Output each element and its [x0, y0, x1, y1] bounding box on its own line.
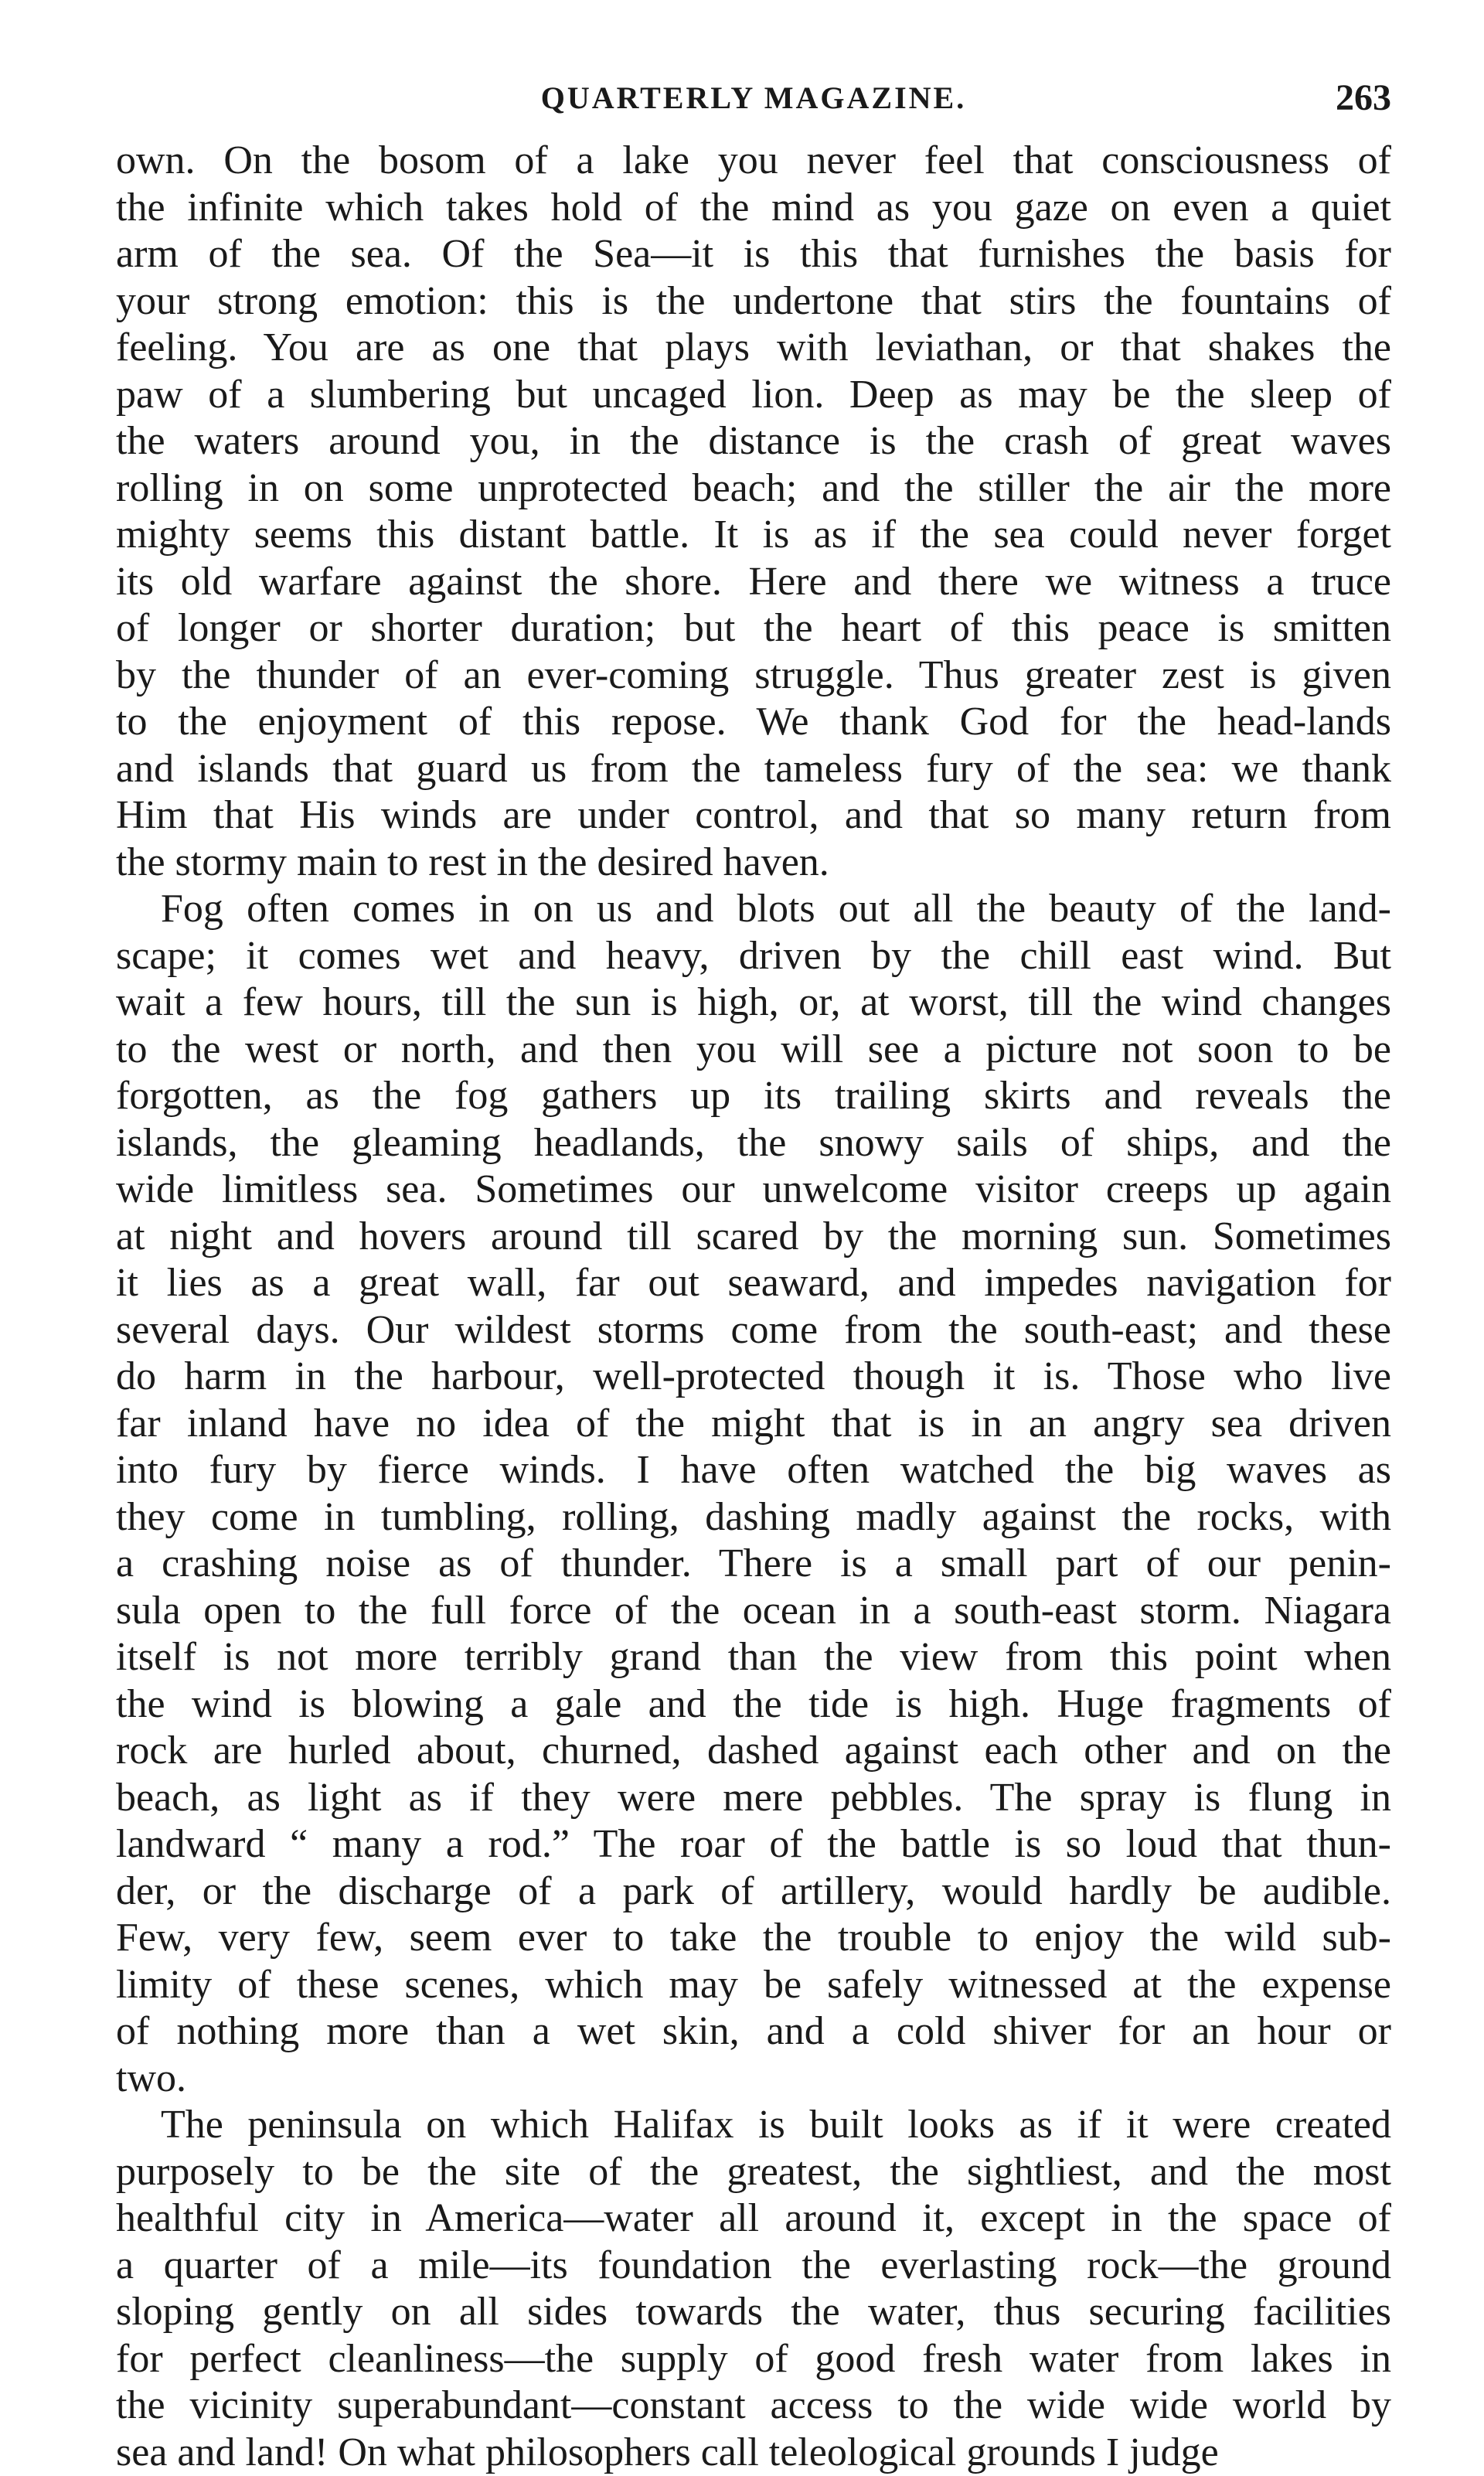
text-line: wide limitless sea. Sometimes our unwelcome visitor creeps up again — [116, 1166, 1391, 1214]
text-line: the stormy main to rest in the desired haven. — [116, 840, 1391, 887]
text-line: its old warfare against the shore. Here and there we witness a truce — [116, 559, 1391, 606]
text-line: Him that His winds are under control, and that so many return from — [116, 792, 1391, 840]
text-line: rock are hurled about, churned, dashed against each other and on the — [116, 1728, 1391, 1775]
text-line: mighty seems this distant battle. It is as if the sea could never forget — [116, 512, 1391, 559]
text-line: a crashing noise as of thunder. There is a small part of our penin- — [116, 1541, 1391, 1588]
page-header — [116, 71, 1391, 125]
text-line: wait a few hours, till the sun is high, or, at worst, till the wind changes — [116, 979, 1391, 1027]
text-line: they come in tumbling, rolling, dashing madly against the rocks, with — [116, 1494, 1391, 1541]
text-line: feeling. You are as one that plays with leviathan, or that shakes the — [116, 325, 1391, 372]
text-line: landward “ many a rod.” The roar of the battle is so loud that thun- — [116, 1821, 1391, 1868]
text-line: at night and hovers around till scared by the morning sun. Sometimes — [116, 1214, 1391, 1261]
paragraph — [116, 2102, 1391, 2476]
page-number: 263 — [1336, 71, 1391, 125]
paragraph — [116, 138, 1391, 886]
text-line: healthful city in America—water all around it, except in the space of — [116, 2195, 1391, 2243]
text-line: sea and land! On what philosophers call teleological grounds I judge — [116, 2430, 1391, 2476]
text-line: paw of a slumbering but uncaged lion. Deep as may be the sleep of — [116, 372, 1391, 419]
text-line: the wind is blowing a gale and the tide is high. Huge fragments of — [116, 1681, 1391, 1728]
running-title: QUARTERLY MAGAZINE. — [116, 71, 1391, 125]
text-line: Few, very few, seem ever to take the trouble to enjoy the wild sub- — [116, 1915, 1391, 1962]
text-line: the vicinity superabundant—constant access to the wide wide world by — [116, 2382, 1391, 2430]
text-line: beach, as light as if they were mere pebbles. The spray is flung in — [116, 1775, 1391, 1822]
text-line: forgotten, as the fog gathers up its trailing skirts and reveals the — [116, 1073, 1391, 1120]
text-line: the infinite which takes hold of the mind as you gaze on even a quiet — [116, 185, 1391, 232]
text-line: sloping gently on all sides towards the water, thus securing facilities — [116, 2289, 1391, 2336]
text-line: islands, the gleaming headlands, the snowy sails of ships, and the — [116, 1120, 1391, 1167]
text-line: far inland have no idea of the might that is in an angry sea driven — [116, 1401, 1391, 1448]
text-line: it lies as a great wall, far out seaward, and impedes navigation for — [116, 1260, 1391, 1307]
text-line: by the thunder of an ever-coming struggle. Thus greater zest is given — [116, 652, 1391, 700]
text-line: Fog often comes in on us and blots out all the beauty of the land- — [116, 886, 1391, 933]
text-line: sula open to the full force of the ocean in a south-east storm. Niagara — [116, 1588, 1391, 1635]
text-line: two. — [116, 2055, 1391, 2103]
text-line: do harm in the harbour, well-protected though it is. Those who live — [116, 1354, 1391, 1401]
text-line: your strong emotion: this is the undertone that stirs the fountains of — [116, 278, 1391, 325]
text-line: purposely to be the site of the greatest, the sightliest, and the most — [116, 2149, 1391, 2196]
body-text — [116, 138, 1391, 2476]
text-line: arm of the sea. Of the Sea—it is this that furnishes the basis for — [116, 231, 1391, 278]
paragraph — [116, 886, 1391, 2102]
text-line: scape; it comes wet and heavy, driven by the chill east wind. But — [116, 933, 1391, 980]
text-line: own. On the bosom of a lake you never feel that consciousness of — [116, 138, 1391, 185]
text-line: into fury by fierce winds. I have often watched the big waves as — [116, 1447, 1391, 1494]
text-line: of longer or shorter duration; but the heart of this peace is smitten — [116, 605, 1391, 652]
text-line: of nothing more than a wet skin, and a cold shiver for an hour or — [116, 2008, 1391, 2055]
text-line: limity of these scenes, which may be safely witnessed at the expense — [116, 1962, 1391, 2009]
text-line: The peninsula on which Halifax is built looks as if it were created — [116, 2102, 1391, 2149]
text-line: the waters around you, in the distance is the crash of great waves — [116, 418, 1391, 465]
text-line: a quarter of a mile—its foundation the everlasting rock—the ground — [116, 2243, 1391, 2290]
text-line: to the west or north, and then you will see a picture not soon to be — [116, 1027, 1391, 1074]
text-line: several days. Our wildest storms come from the south-east; and these — [116, 1307, 1391, 1354]
text-line: itself is not more terribly grand than the view from this point when — [116, 1634, 1391, 1681]
text-line: der, or the discharge of a park of artillery, would hardly be audible. — [116, 1868, 1391, 1916]
text-line: for perfect cleanliness—the supply of good fresh water from lakes in — [116, 2336, 1391, 2383]
text-line: to the enjoyment of this repose. We thank God for the head-lands — [116, 699, 1391, 746]
text-line: and islands that guard us from the tameless fury of the sea: we thank — [116, 746, 1391, 793]
text-line: rolling in on some unprotected beach; and the stiller the air the more — [116, 465, 1391, 513]
